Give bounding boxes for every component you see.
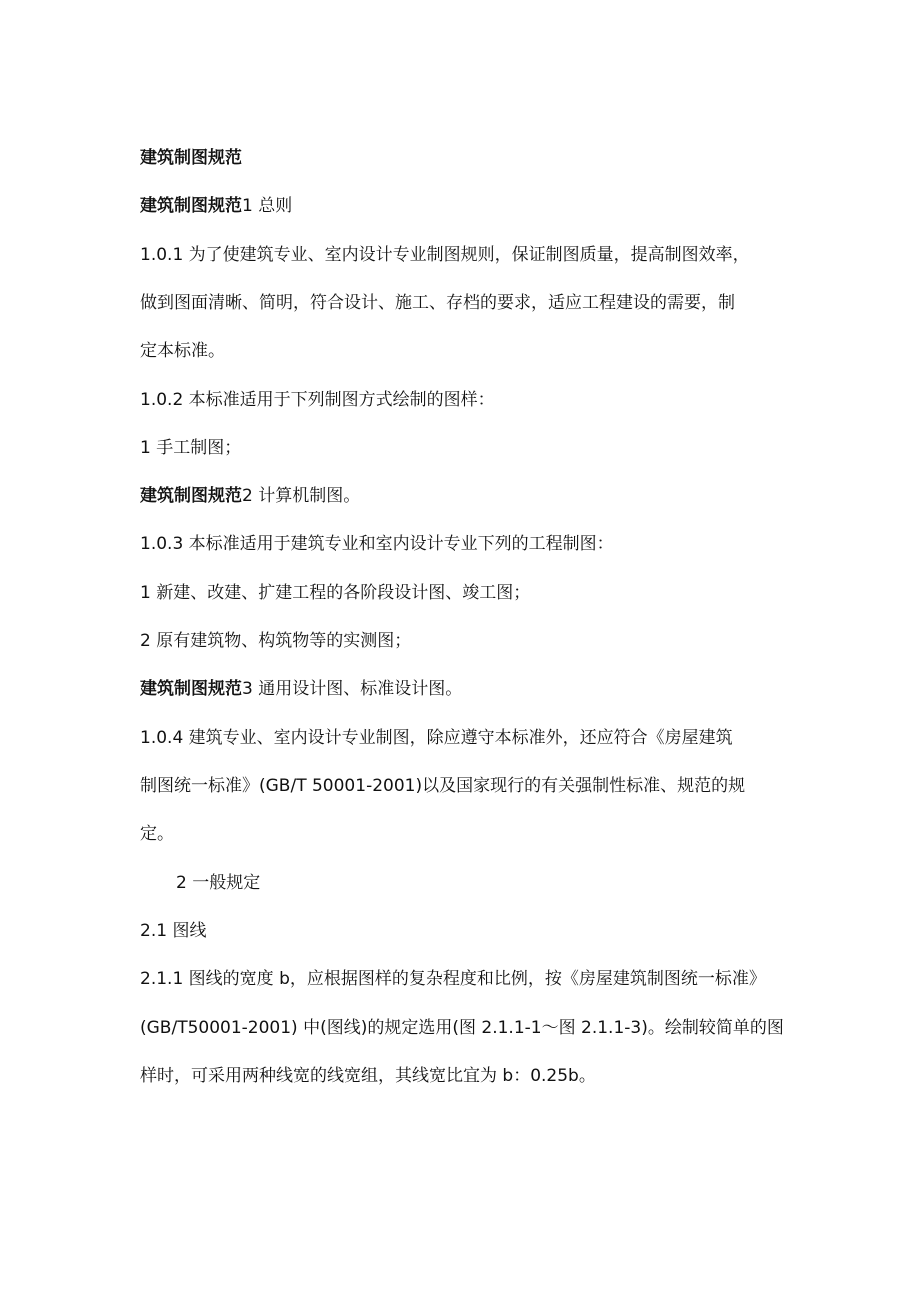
clause-1-0-3: 1.0.3 本标准适用于建筑专业和室内设计专业下列的工程制图：: [140, 534, 614, 554]
clause-2-1-1-line-2: (GB/T50001-2001) 中(图线)的规定选用(图 2.1.1-1～图 2.1.1-3)。绘制较简单的图: [140, 1018, 784, 1038]
item-existing-buildings: 2 原有建筑物、构筑物等的实测图；: [140, 631, 412, 651]
section-3-heading: [140, 678, 790, 700]
clause-1-0-1-line-1: 1.0.1 为了使建筑专业、室内设计专业制图规则，保证制图质量，提高制图效率，: [140, 245, 750, 265]
clause-1-0-1-line-2: 做到图面清晰、简明，符合设计、施工、存档的要求，适应工程建设的需要，制: [140, 293, 735, 313]
item-new-construction: 1 新建、改建、扩建工程的各阶段设计图、竣工图；: [140, 583, 531, 603]
clause-2-1-1-line-1: 2.1.1 图线的宽度 b，应根据图样的复杂程度和比例，按《房屋建筑制图统一标准》: [140, 969, 766, 989]
section-1-heading: [140, 195, 790, 217]
clause-1-0-1-line-3: 定本标准。: [140, 341, 225, 361]
clause-1-0-2: 1.0.2 本标准适用于下列制图方式绘制的图样：: [140, 390, 495, 410]
section-2-1-heading: 2.1 图线: [140, 921, 207, 941]
section-2-heading-suffix: 2 计算机制图。: [242, 486, 361, 506]
clause-1-0-4-line-3: 定。: [140, 824, 174, 844]
item-manual-drawing: 1 手工制图；: [140, 438, 242, 458]
section-3-heading-suffix: 3 通用设计图、标准设计图。: [242, 679, 463, 699]
section-1-heading-prefix: 建筑制图规范: [140, 196, 242, 216]
section-2-heading-prefix: 建筑制图规范: [140, 486, 242, 506]
section-1-heading-suffix: 1 总则: [242, 196, 293, 216]
clause-1-0-4-line-1: 1.0.4 建筑专业、室内设计专业制图，除应遵守本标准外，还应符合《房屋建筑: [140, 728, 733, 748]
section-2-heading: [140, 485, 790, 507]
section-3-heading-prefix: 建筑制图规范: [140, 679, 242, 699]
clause-2-1-1-line-3: 样时，可采用两种线宽的线宽组，其线宽比宜为 b：0.25b。: [140, 1066, 596, 1086]
document-title: 建筑制图规范: [140, 148, 242, 168]
clause-1-0-4-line-2: 制图统一标准》(GB/T 50001-2001)以及国家现行的有关强制性标准、规范的规: [140, 776, 746, 796]
chapter-2-heading: 2 一般规定: [176, 873, 261, 893]
